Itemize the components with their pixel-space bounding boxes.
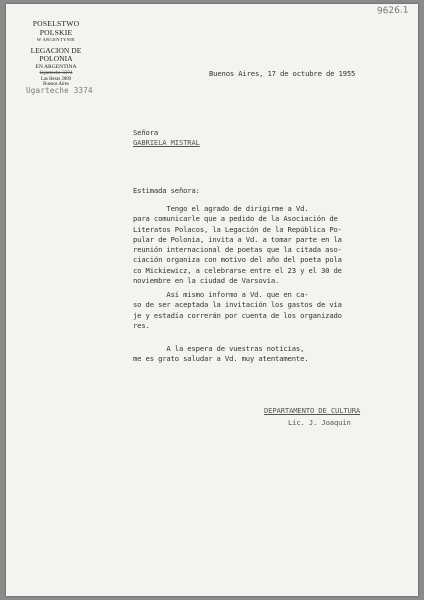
- letterhead-line2: W ARGENTYNIE: [36, 37, 76, 43]
- paragraph-line: je y estadía correrán por cuenta de los organizado: [133, 310, 342, 320]
- letterhead-line4: EN ARGENTINA: [35, 64, 77, 71]
- paragraph-line: noviembre en la ciudad de Varsovia.: [133, 276, 280, 286]
- letterhead-line7: Buenos Aires: [43, 82, 69, 88]
- signature-department: DEPARTAMENTO DE CULTURA: [264, 406, 361, 415]
- letterhead-line1: POSELSTWO POLSKIE: [32, 19, 80, 37]
- paragraph-line: reunión internacional de poetas que la citada aso-: [133, 245, 342, 255]
- paragraph-line: ciación organiza con motivo del año del poeta pola: [133, 255, 342, 265]
- letterhead-line3: LEGACION DE POLONIA: [30, 45, 82, 64]
- letterhead: [21, 20, 91, 88]
- paragraph-line: res.: [133, 320, 150, 330]
- paragraph-line: pular de Polonia, invita a Vd. a tomar parte en la: [133, 234, 342, 244]
- letterhead-line5: Ugarteche 3374: [39, 69, 73, 76]
- letterhead-line6: Las Heras 2889: [40, 76, 72, 82]
- greeting: Estimada señora:: [133, 186, 200, 195]
- paragraph-line: me es grato saludar a Vd. muy atentamente.: [133, 354, 309, 364]
- archive-mark: 9626.1: [376, 5, 409, 17]
- paragraph-line: A la espera de vuestras noticias,: [133, 344, 305, 353]
- letter-date: Buenos Aires, 17 de octubre de 1955: [209, 69, 356, 78]
- signature-name: Lic. J. Joaquin: [288, 418, 351, 427]
- addressee-name: GABRIELA MISTRAL: [133, 138, 200, 147]
- paragraph-line: Así mismo informo a Vd. que en ca-: [133, 290, 309, 299]
- stamped-address: Ugarteche 3374: [26, 86, 93, 95]
- paragraph-1: [133, 204, 403, 286]
- paragraph-3: [133, 344, 403, 365]
- paragraph-2: [133, 290, 403, 331]
- addressee-title: Señora: [133, 128, 159, 137]
- paragraph-line: so de ser aceptada la invitación los gastos de via: [133, 300, 342, 310]
- paragraph-line: co Mickiewicz, a celebrarse entre el 23 y el 30 de: [133, 265, 342, 275]
- letter-page: [6, 4, 418, 596]
- paragraph-line: Tengo el agrado de dirigirme a Vd.: [133, 204, 309, 213]
- paragraph-line: para comunicarle que a pedido de la Asociación de: [133, 214, 338, 224]
- paragraph-line: Literatos Polacos, la Legación de la República Po-: [133, 224, 342, 234]
